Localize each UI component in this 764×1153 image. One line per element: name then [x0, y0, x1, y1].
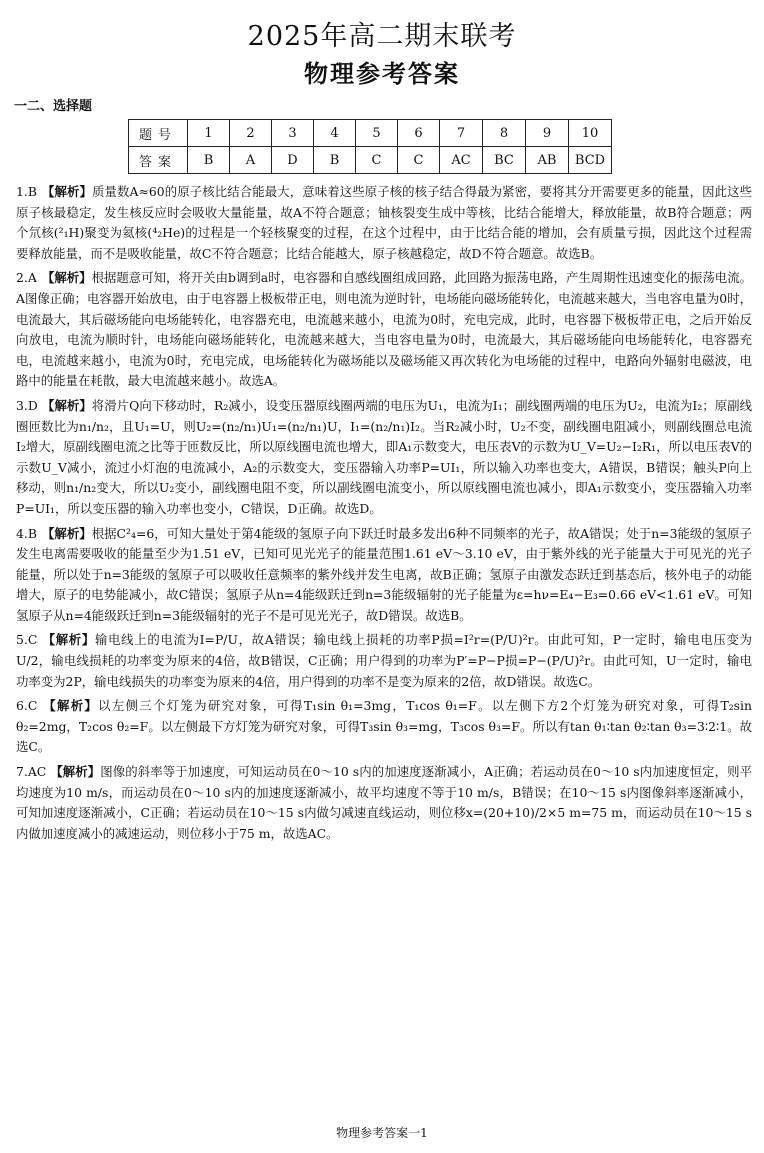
analysis-tag: 【解析】 [41, 270, 92, 286]
question-number: 3 [272, 120, 314, 147]
row-label-answer: 答案 [129, 147, 188, 174]
page-footer: 物理参考答案一1 [336, 1126, 428, 1140]
answer-cell: B [188, 147, 230, 174]
answer-table-row-numbers [129, 120, 612, 147]
question-number: 2 [230, 120, 272, 147]
solution-number: 3.D [16, 397, 38, 413]
analysis-tag: 【解析】 [42, 184, 93, 199]
question-number: 6 [398, 120, 440, 147]
answer-cell: BC [483, 147, 526, 174]
question-number: 7 [440, 120, 483, 147]
solution-number: 4.B [16, 525, 37, 541]
page-subtitle: 物理参考答案 [304, 59, 460, 88]
analysis-tag: 【解析】 [50, 764, 101, 780]
solution-number: 6.C [16, 698, 38, 714]
analysis-tag: 【解析】 [42, 632, 95, 648]
question-number: 10 [569, 120, 612, 147]
solution-6 [16, 696, 752, 758]
question-number: 9 [526, 120, 569, 147]
solution-number: 1.B [16, 184, 37, 199]
answer-table-row-answers [129, 147, 612, 174]
question-number: 8 [483, 120, 526, 147]
solution-number: 5.C [16, 632, 38, 648]
answer-cell: D [272, 147, 314, 174]
solution-text: 图像的斜率等于加速度，可知运动员在0～10 s内的加速度逐渐减小，A正确；若运动员在0～10 s内加速度恒定，则平均速度为10 m/s，而运动员在0～10 s内的加速度逐渐减小，故平均速度不等于10 m/s，B错误；在10～15 s内图像斜率逐渐减小，可知加速度逐渐减小，C正确；若运动员在10～15 s内做匀减速直线运动，则位移x=(20+10)/2×5 m=75 m，而运动员在10～15 s内做加速度减小的减速运动，则位移小于75 m，故选AC。 [16, 764, 753, 841]
solution-2 [16, 268, 752, 392]
solution-number: 2.A [16, 270, 37, 286]
question-number: 1 [188, 120, 230, 147]
solution-1 [16, 182, 752, 264]
solution-text: 以左侧三个灯笼为研究对象，可得T₁sin θ₁=3mg，T₁cos θ₁=F。以左侧下方2个灯笼为研究对象，可得T₂sin θ₂=2mg，T₂cos θ₂=F。以左侧最下方灯笼为研究对象，可得T₃sin θ₃=mg，T₃cos θ₃=F。所以有tan θ₁∶tan θ₂∶tan θ₃=3∶2∶1。故选C。 [16, 698, 752, 755]
page-title: 2025年高二期末联考 [247, 21, 517, 52]
solution-3 [16, 396, 752, 520]
section-label: 一二、选择题 [14, 99, 93, 114]
answer-cell: AC [440, 147, 483, 174]
analysis-tag: 【解析】 [43, 698, 99, 714]
solution-7 [16, 762, 752, 844]
solution-4 [16, 524, 752, 627]
question-number: 4 [314, 120, 356, 147]
answer-cell: BCD [569, 147, 612, 174]
analysis-tag: 【解析】 [42, 397, 92, 413]
answer-cell: A [230, 147, 272, 174]
solution-number: 7.AC [16, 764, 47, 780]
solution-text: 根据题意可知，将开关由b调到a时，电容器和自感线圈组成回路，此回路为振荡电路，产生周期性迅速变化的振荡电流。A图像正确；电容器开始放电，由于电容器上极板带正电，则电流为逆时针，电场能向磁场能转化，电流越来越大，当电容电量为0时，电流最大，其后磁场能向电场能转化，电容器充电，电流越来越小，电流为0时，充电完成，此时，电容器下极板带正电，之后开始反向放电，电流为顺时针，电场能向磁场能转化，电流越来越大，当电容电量为0时，电流最大，其后磁场能向电场能转化，电容器充电，电流越来越小，电流为0时，充电完成，电场能转化为磁场能以及磁场能又再次转化为电场能的过程中，电路向外辐射电磁波，电路中的能量在耗散，最大电流越来越小。故选A。 [16, 270, 752, 389]
solution-text: 输电线上的电流为I=P/U，故A错误；输电线上损耗的功率P损=I²r=(P/U)²r。由此可知，P一定时，输电电压变为U/2，输电线损耗的功率变为原来的4倍，故B错误，C正确；用户得到的功率为P′=P−P损=P−(P/U)²r。由此可知，U一定时，输电功率变为2P，输电线损失的功率变为原来的4倍，用户得到的功率不是变为原来的2倍，故D错误。故选C。 [16, 632, 752, 689]
row-label-number: 题号 [129, 120, 188, 147]
answer-table [128, 119, 612, 174]
answer-cell: C [398, 147, 440, 174]
question-number: 5 [356, 120, 398, 147]
answer-cell: B [314, 147, 356, 174]
solution-5 [16, 630, 752, 692]
solution-text: 质量数A≈60的原子核比结合能最大，意味着这些原子核的核子结合得最为紧密，要将其分开需要更多的能量，因此这些原子核最稳定，发生核反应时会吸收大量能量，故A不符合题意；铀核裂变生成中等核，比结合能增大，释放能量，故B符合题意；两个氘核(²₁H)聚变为氦核(⁴₂He)的过程是一个轻核聚变的过程，在这个过程中，由于比结合能的增加，会有质量亏损，因此这个过程需要释放能量，而不是吸收能量，故C不符合题意；比结合能越大，原子核越稳定，故D不符合题意。故选B。 [16, 184, 752, 261]
solution-text: 根据C²₄=6，可知大量处于第4能级的氢原子向下跃迁时最多发出6种不同频率的光子，故A错误；处于n=3能级的氢原子发生电离需要吸收的能量至少为1.51 eV，已知可见光光子的能量范围1.61 eV～3.10 eV，由于紫外线的光子能量大于可见光的光子能量，所以处于n=3能级的氢原子可以吸收任意频率的紫外线并发生电离，故B正确；氢原子由激发态跃迁到基态后，核外电子的动能增大，原子的电势能减小，故C错误；氢原子从n=4能级跃迁到n=3能级辐射的光子能量为ε=hν=E₄−E₃=0.66 eV<1.61 eV。可知氢原子从n=4能级跃迁到n=3能级辐射的光子不是可见光光子，故D错误。故选B。 [16, 525, 753, 623]
answer-cell: C [356, 147, 398, 174]
solutions-list [16, 182, 752, 848]
analysis-tag: 【解析】 [41, 525, 92, 541]
solution-text: 将滑片Q向下移动时，R₂减小，设变压器原线圈两端的电压为U₁，电流为I₁；副线圈两端的电压为U₂，电流为I₂；原副线圈匝数比为n₁/n₂，且U₁=U，则U₂=(n₂/n₁)U₁=(n₂/n₁)U，I₁=(n₂/n₁)I₂。当R₂减小时，U₂不变，副线圈电阻减小，则副线圈总电流I₂增大，原副线圈电流之比等于匝数反比，所以原线圈电流也增大，即A₁示数变大，电压表V的示数为U_V=U₂−I₂R₁，所以电压表V的示数U_V减小，流过小灯泡的电流减小，A₂的示数变大，变压器输入功率P=UI₁，所以输入功率也变大，A错误，B错误；触头P向上移动，则n₁/n₂变大，所以U₂变小，副线圈电阻不变，所以副线圈电流变小，所以原线圈电流也减小，即A₁示数变小，变压器输入功率P=UI₁，所以变压器的输入功率也变小，C错误，D正确。故选D。 [16, 397, 752, 516]
answer-cell: AB [526, 147, 569, 174]
